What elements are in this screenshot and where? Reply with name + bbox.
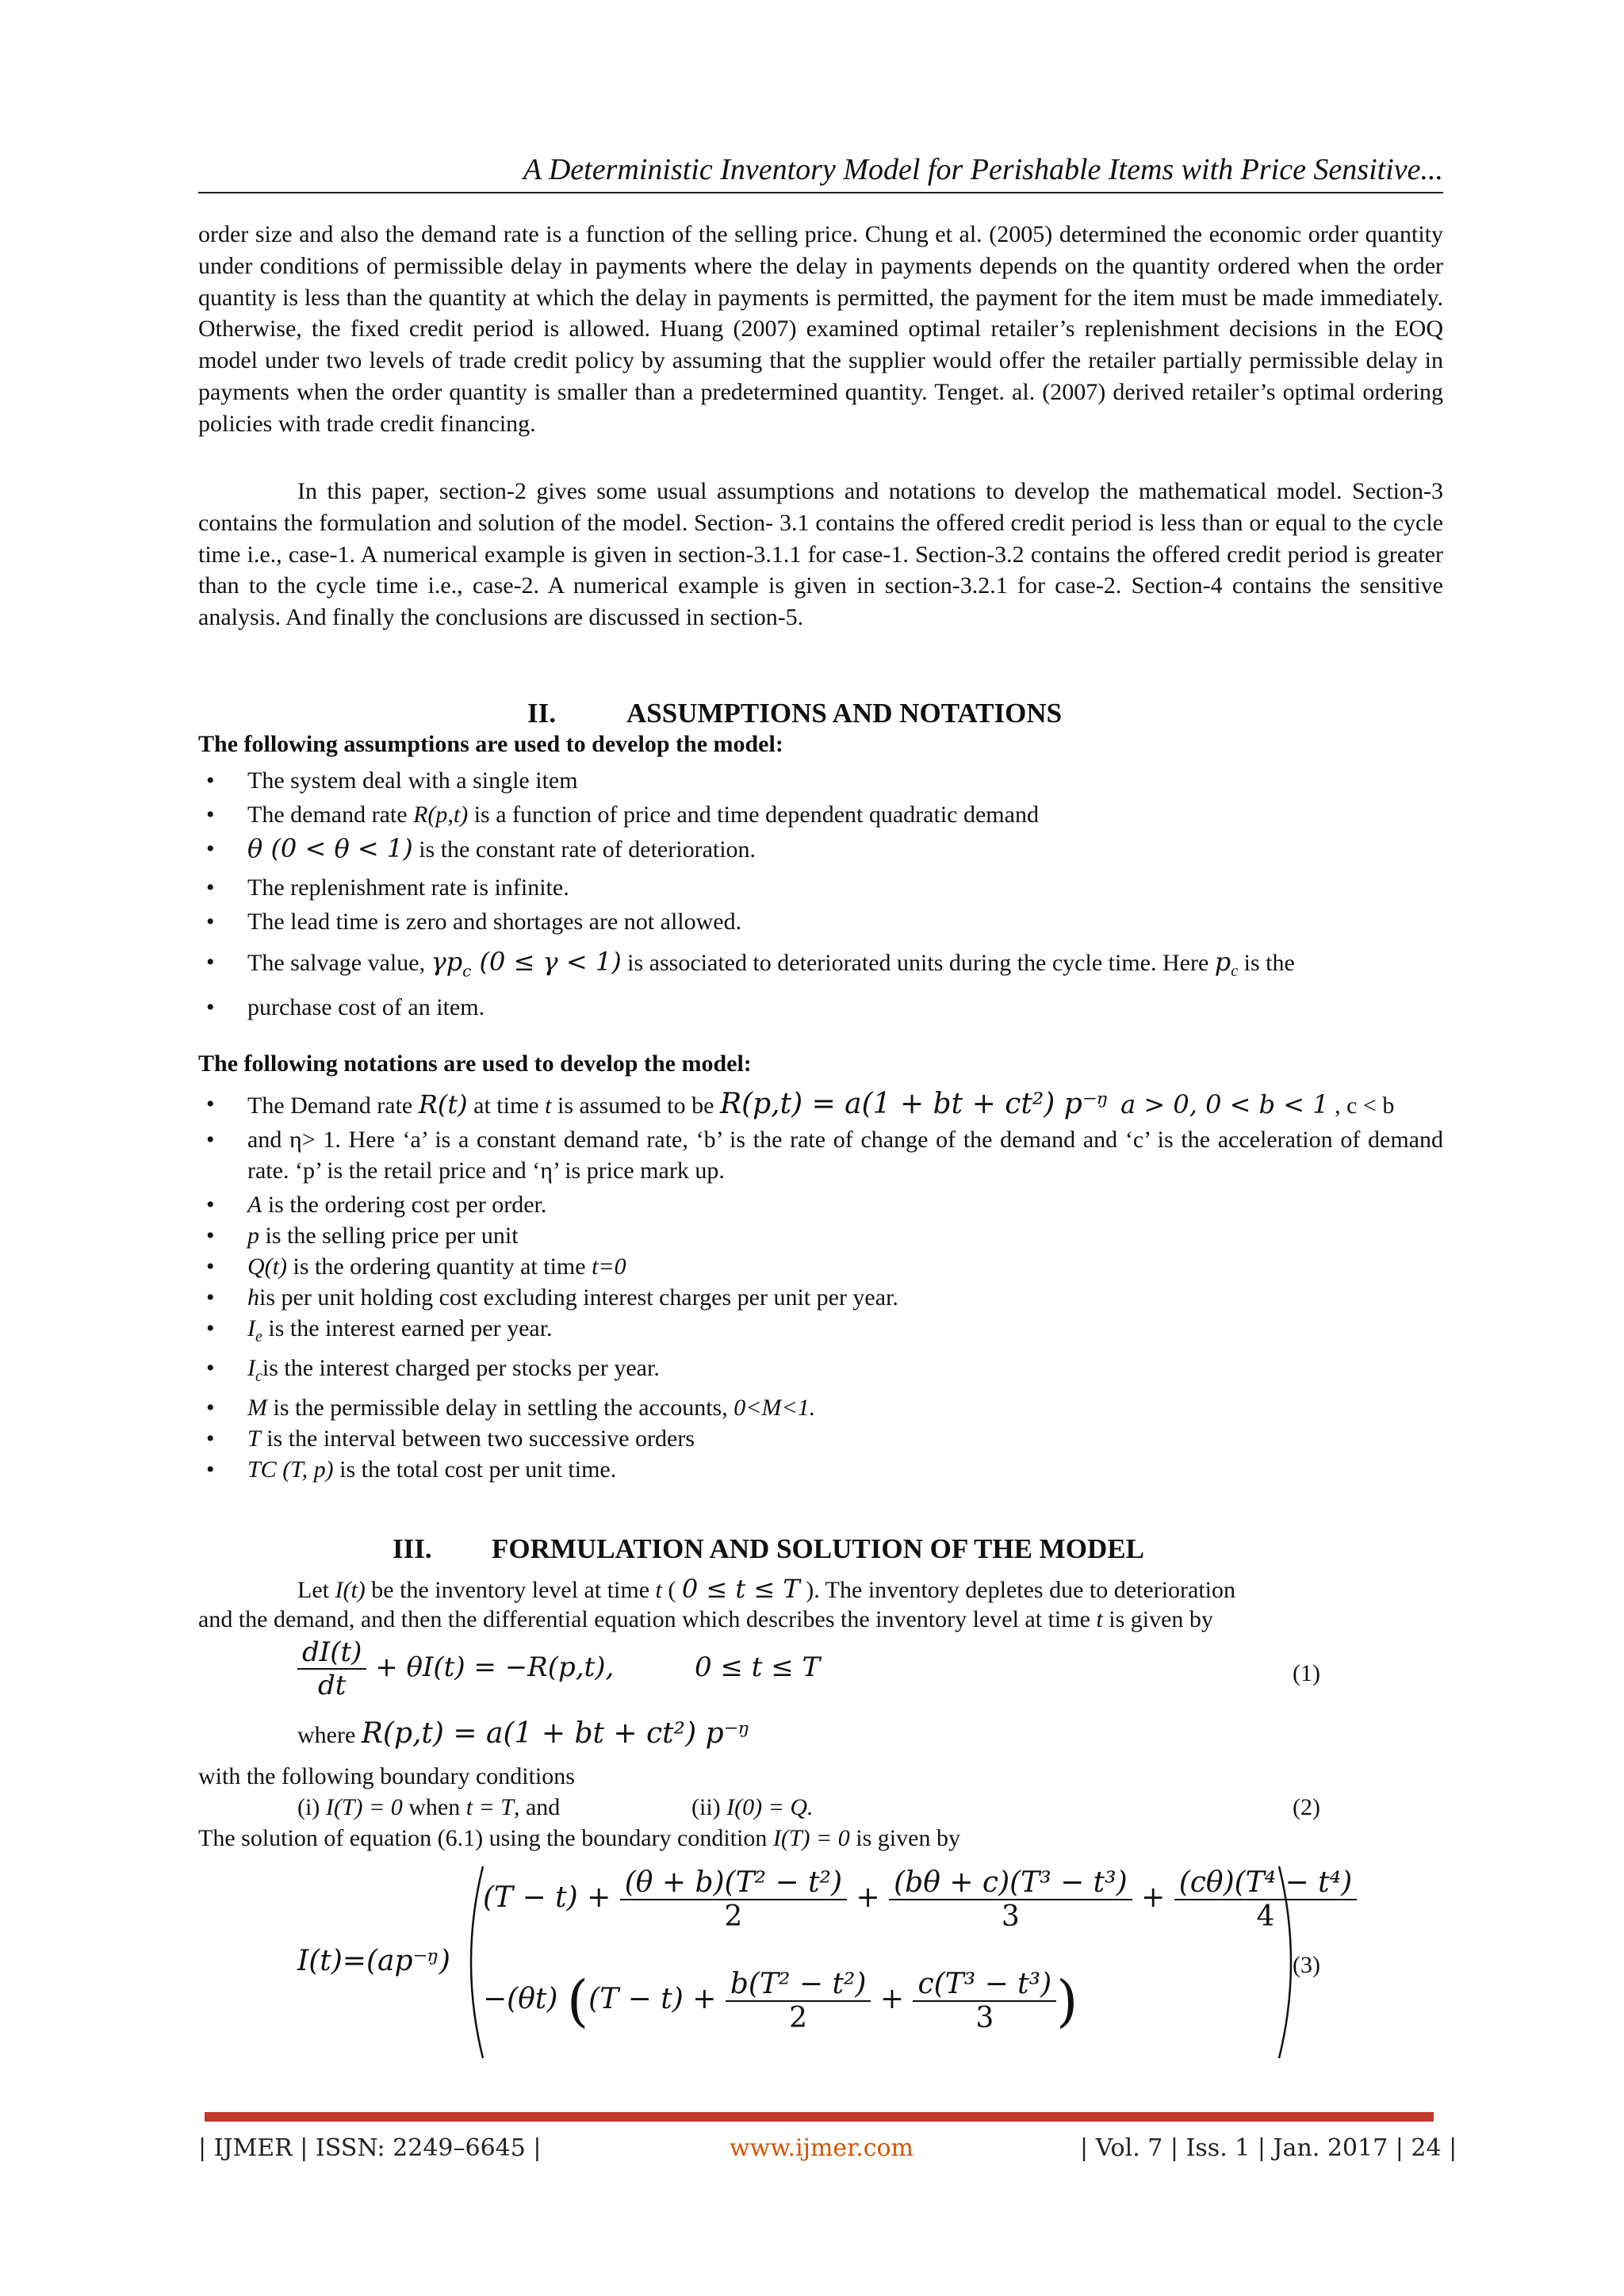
notations-list bbox=[198, 1086, 1443, 1485]
solution-intro: The solution of equation (6.1) using the boundary condition I(T) = 0 is given by bbox=[198, 1825, 960, 1851]
equation-3 bbox=[297, 1863, 1353, 2061]
section-3-heading bbox=[393, 1533, 1144, 1565]
list-item: • The replenishment rate is infinite. bbox=[198, 872, 1443, 903]
equation-3-label: (3) bbox=[1293, 1952, 1320, 1978]
intro-paragraph-2: In this paper, section-2 gives some usual assumptions and notations to develop the mathematical model. Section-3 contains the formulation and solution of the model. Section- 3.1 contains the offered credit period is less than or equal to the cycle time i.e., case-1. A numerical example is given in section-3.1.1 for case-1. Section-3.2 contains the offered credit period is greater than to the cycle time i.e., case-2. A numerical example is given in section-3.2.1 for case-2. Section-4 contains the sensitive analysis. And finally the conclusions are discussed in section-5. bbox=[198, 478, 1443, 631]
list-item: • M is the permissible delay in settling the accounts, 0<M<1. bbox=[198, 1392, 1443, 1423]
list-item: • his per unit holding cost excluding interest charges per unit per year. bbox=[198, 1282, 1443, 1313]
section-2-heading bbox=[527, 698, 1062, 729]
formulation-line-2: and the demand, and then the differential equation which describes the inventory level at time t is given by bbox=[198, 1606, 1213, 1632]
list-item: • p is the selling price per unit bbox=[198, 1220, 1443, 1251]
list-item: • The salvage value, $\gamma p_c$ (0 ≤ γ < 1) is associated to deteriorated units during the cycle time. Here $p_c$ is the bbox=[198, 947, 1443, 987]
footer-journal: | IJMER | ISSN: 2249–6645 | bbox=[198, 2134, 542, 2162]
assumptions-intro: The following assumptions are used to develop the model: bbox=[198, 731, 783, 757]
notations-intro: The following notations are used to develop the model: bbox=[198, 1050, 752, 1077]
list-item: • θ (0 < θ < 1) is the constant rate of deterioration. bbox=[198, 833, 1443, 865]
footer-website-link[interactable]: www.ijmer.com bbox=[730, 2134, 914, 2162]
list-item-continuation: • purchase cost of an item. bbox=[198, 992, 1443, 1023]
header-rule bbox=[198, 192, 1443, 193]
boundary-condition-1: (i) I(T) = 0 when t = T, and bbox=[297, 1794, 561, 1820]
list-item: • The system deal with a single item bbox=[198, 765, 1443, 796]
list-item: • $I_cis$ the interest charged per stocks per year. bbox=[198, 1353, 1443, 1392]
equation-3-row-1: (T − t) + $\frac{\text{(θ + b)(T² − t²)}}{2}$ + $\frac{\text{(bθ + c)(T³ − t³)}}{3}$ + $\frac{\text{(cθ)(T⁴ − t⁴)}}{4}$ bbox=[483, 1866, 1357, 1933]
boundary-condition-2: (ii) I(0) = Q. bbox=[691, 1794, 814, 1820]
boundary-intro: with the following boundary conditions bbox=[198, 1763, 575, 1789]
section-3-title: FORMULATION AND SOLUTION OF THE MODEL bbox=[492, 1533, 1144, 1564]
list-item: • $I_e$ is the interest earned per year. bbox=[198, 1313, 1443, 1353]
equation-3-lhs: I(t)=(ap⁻ᵑ) bbox=[297, 1945, 450, 1977]
list-item-continuation: • and η> 1. Here ‘a’ is a constant demand rate, ‘b’ is the rate of change of the demand and ‘c’ is the acceleration of demand rate. ‘p’ is the retail price and ‘η’ is price mark up. bbox=[198, 1124, 1443, 1186]
equation-2-label: (2) bbox=[1293, 1794, 1320, 1820]
section-3-number: III. bbox=[393, 1533, 432, 1564]
footer-volume: | Vol. 7 | Iss. 1 | Jan. 2017 | 24 | bbox=[1080, 2134, 1457, 2162]
list-item: • Q(t) is the ordering quantity at time t=0 bbox=[198, 1251, 1443, 1282]
assumptions-list bbox=[198, 765, 1443, 1023]
footer-bar bbox=[205, 2112, 1434, 2122]
list-item: • The Demand rate R(t) at time t is assumed to be R(p,t) = a(1 + bt + ct²) p⁻ᵑ a > 0, 0 < b < 1 , c < b bbox=[198, 1086, 1443, 1124]
section-2-number: II. bbox=[527, 698, 556, 729]
list-item: • A is the ordering cost per order. bbox=[198, 1189, 1443, 1220]
equation-1: $\frac{dI(t)}{dt}$ + θI(t) = −R(p,t), 0 ≤ t ≤ T bbox=[297, 1636, 820, 1701]
section-2-title: ASSUMPTIONS AND NOTATIONS bbox=[626, 698, 1063, 729]
list-item: • The lead time is zero and shortages are not allowed. bbox=[198, 906, 1443, 937]
where-line: where R(p,t) = a(1 + bt + ct²) p⁻ᵑ bbox=[297, 1717, 750, 1750]
list-item: • TC (T, p) is the total cost per unit time. bbox=[198, 1454, 1443, 1485]
equation-3-row-2: −(θt) ((T − t) + $\frac{\text{b(T² − t²)}}{2}$ + $\frac{\text{c(T³ − t³)}}{3}$ ) bbox=[483, 1968, 1078, 2034]
intro-paragraph-1: order size and also the demand rate is a function of the selling price. Chung et al. (2005) determined the economic order quantity under conditions of permissible delay in payments where the delay in payments depends on the quantity ordered when the order quantity is less than the quantity at which the delay in payments is permitted, the payment for the item must be made immediately. Otherwise, the fixed credit period is allowed. Huang (2007) examined optimal retailer’s replenishment decisions in the EOQ model under two levels of trade credit policy by assuming that the supplier would offer the retailer partially permissible delay in payments when the order quantity is smaller than a predetermined quantity. Tenget. al. (2007) derived retailer’s optimal ordering policies with trade credit financing. bbox=[198, 221, 1443, 437]
list-item: • T is the interval between two successive orders bbox=[198, 1423, 1443, 1454]
equation-1-label: (1) bbox=[1293, 1660, 1320, 1686]
formulation-line-1: Let I(t) be the inventory level at time t ( 0 ≤ t ≤ T ). The inventory depletes due to deterioration bbox=[297, 1574, 1236, 1604]
running-header: A Deterministic Inventory Model for Perishable Items with Price Sensitive... bbox=[523, 153, 1443, 186]
list-item: • The demand rate R(p,t) is a function of price and time dependent quadratic demand bbox=[198, 799, 1443, 830]
